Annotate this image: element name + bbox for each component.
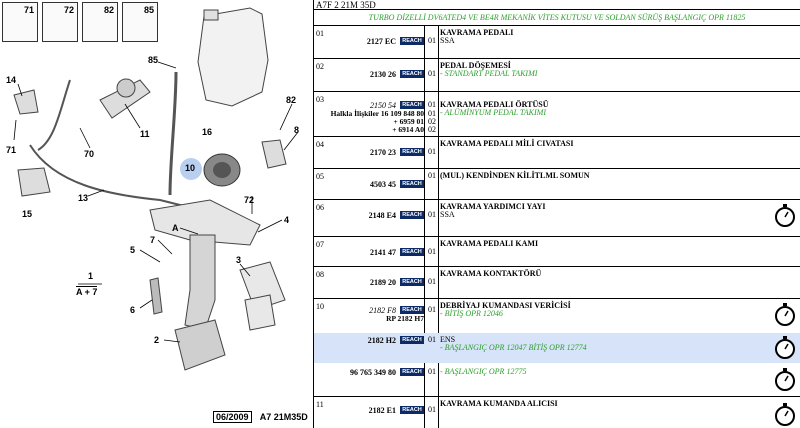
thumbnail-number: 71	[23, 5, 34, 15]
part-reference[interactable]: 2182 H2	[367, 336, 396, 345]
reach-button[interactable]: REACH	[400, 70, 424, 78]
reach-button[interactable]: REACH	[400, 211, 424, 219]
parts-diagram	[0, 0, 312, 428]
table-row[interactable]	[314, 59, 800, 92]
reach-button[interactable]: REACH	[400, 37, 424, 45]
quantity: 01	[428, 247, 436, 256]
part-reference[interactable]: 4503 45	[370, 180, 396, 189]
part-description	[440, 29, 513, 45]
row-index: 10	[316, 302, 324, 311]
part-description	[440, 400, 558, 408]
thumbnail-number: 82	[103, 5, 114, 15]
table-row[interactable]	[314, 26, 800, 59]
thumbnail-85[interactable]	[122, 2, 158, 42]
part-description	[440, 368, 526, 376]
part-applicability: - ALÜMİNYUM PEDAL TAKIMI	[440, 108, 546, 117]
part-title: PEDAL DÖŞEMESİ	[440, 61, 511, 70]
quantity: 01	[428, 210, 436, 219]
table-row[interactable]	[314, 267, 800, 299]
stopwatch-icon[interactable]	[774, 303, 796, 327]
part-reference[interactable]: 2141 47	[370, 248, 396, 257]
part-description	[440, 270, 541, 278]
callout-82[interactable]: 82	[286, 95, 297, 105]
row-index: 08	[316, 270, 324, 279]
part-title: KAVRAMA YARDIMCI YAYI	[440, 202, 546, 211]
callout-71[interactable]: 71	[6, 145, 17, 155]
callout-6[interactable]: 6	[130, 305, 136, 315]
quantity: 01	[428, 335, 436, 344]
reach-button[interactable]: REACH	[400, 406, 424, 414]
quantity: 01	[428, 277, 436, 286]
table-row[interactable]	[314, 137, 800, 169]
thumbnail-number: 85	[143, 5, 154, 15]
callout-4[interactable]: 4	[284, 215, 290, 225]
stopwatch-icon[interactable]	[774, 403, 796, 427]
callout-70[interactable]: 70	[84, 149, 95, 159]
parts-list-header: A7F 2 21M 35D	[314, 0, 800, 10]
part-reference[interactable]: 96 765 349 80	[350, 368, 396, 377]
part-note: SSA	[440, 210, 455, 219]
stopwatch-icon[interactable]	[774, 336, 796, 360]
part-title: KAVRAMA KUMANDA ALICISI	[440, 399, 558, 408]
row-index: 03	[316, 95, 324, 104]
row-index: 02	[316, 62, 324, 71]
part-reference[interactable]: 2170 23	[370, 148, 396, 157]
diagram-footer	[213, 412, 308, 422]
related-parts-note: RP 2182 H7	[386, 314, 424, 323]
part-applicability: - BİTİŞ OPR 12046	[440, 309, 503, 318]
part-reference[interactable]: 2130 26	[370, 70, 396, 79]
part-title: KAVRAMA KONTAKTÖRÜ	[440, 269, 542, 278]
quantity: 01	[428, 305, 436, 314]
callout-1[interactable]: 1	[88, 271, 94, 281]
part-title: KAVRAMA PEDALI KAMI	[440, 239, 539, 248]
parts-list-subtitle: TURBO DİZELLİ DV6ATED4 VE BE4R MEKANİK VİTES KUTUSU VE SOLDAN SÜRÜŞ BAŞLANGIÇ OPR 11825	[314, 10, 800, 26]
table-row[interactable]	[314, 169, 800, 200]
part-title: KAVRAMA PEDALI ÖRTÜSÜ	[440, 100, 549, 109]
part-description	[440, 140, 573, 148]
callout-a[interactable]: A	[172, 223, 179, 233]
table-row[interactable]	[314, 92, 800, 137]
quantity: 01	[428, 36, 436, 45]
quantity: 01	[428, 147, 436, 156]
table-row-selected[interactable]	[314, 333, 800, 363]
part-applicability: - STANDART PEDAL TAKIMI	[440, 69, 538, 78]
part-reference[interactable]: 2189 20	[370, 278, 396, 287]
thumbnail-number: 72	[63, 5, 74, 15]
part-title: KAVRAMA PEDALI	[440, 28, 514, 37]
related-parts-note: + 6914 A0	[392, 125, 424, 134]
row-index: 05	[316, 172, 324, 181]
part-applicability: - BAŞLANGIÇ OPR 12775	[440, 367, 527, 376]
reach-button[interactable]: REACH	[400, 336, 424, 344]
table-row[interactable]	[314, 200, 800, 237]
callout-2[interactable]: 2	[154, 335, 160, 345]
part-title: ENS	[440, 335, 456, 344]
part-description	[440, 336, 587, 352]
related-parts-note: Halkla İlişkiler 16 109 848 80	[330, 109, 424, 118]
part-reference[interactable]: 2182 F8	[369, 306, 396, 315]
table-row[interactable]	[314, 299, 800, 333]
callout-5[interactable]: 5	[130, 245, 136, 255]
callout-13[interactable]: 13	[78, 193, 89, 203]
diagram-date: 06/2009	[213, 411, 252, 423]
reach-button[interactable]: REACH	[400, 148, 424, 156]
diagram-code: A7 21M35D	[259, 412, 308, 422]
reach-button[interactable]: REACH	[400, 248, 424, 256]
part-reference[interactable]: 2148 E4	[368, 211, 396, 220]
quantity: 02	[428, 117, 436, 126]
row-index: 06	[316, 203, 324, 212]
thumbnail-71[interactable]	[2, 2, 38, 42]
part-reference[interactable]: 2127 EC	[366, 37, 396, 46]
part-description	[440, 172, 590, 180]
callout-15[interactable]: 15	[22, 209, 33, 219]
part-applicability: - BAŞLANGIÇ OPR 12047 BİTİŞ OPR 12774	[440, 343, 587, 352]
reach-button[interactable]: REACH	[400, 306, 424, 314]
part-description	[440, 302, 571, 318]
table-row[interactable]	[314, 237, 800, 267]
row-index: 04	[316, 140, 324, 149]
related-parts-note: + 6959 01	[393, 117, 424, 126]
callout-14[interactable]: 14	[6, 75, 17, 85]
callout-10[interactable]: 10	[185, 163, 196, 173]
quantity: 01	[428, 100, 436, 109]
part-description	[440, 203, 546, 219]
parts-list	[313, 0, 800, 428]
callout-8[interactable]: 8	[294, 125, 300, 135]
row-index: 01	[316, 29, 324, 38]
callout-7[interactable]: 7	[150, 235, 156, 245]
callout-85[interactable]: 85	[148, 55, 159, 65]
thumbnail-82[interactable]	[82, 2, 118, 42]
callout-72[interactable]: 72	[244, 195, 255, 205]
quantity: 01	[428, 405, 436, 414]
callout-11[interactable]: 11	[140, 129, 150, 139]
row-index: 11	[316, 400, 324, 409]
part-description	[440, 101, 548, 117]
table-row[interactable]	[314, 397, 800, 428]
row-index: 07	[316, 240, 324, 249]
part-reference[interactable]: 2182 E1	[368, 406, 396, 415]
part-note: SSA	[440, 36, 455, 45]
quantity: 01	[428, 367, 436, 376]
stopwatch-icon[interactable]	[774, 368, 796, 392]
part-title: DEBRİYAJ KUMANDASI VERİCİSİ	[440, 301, 571, 310]
part-title: (MUL) KENDİNDEN KİLİTLML SOMUN	[440, 171, 590, 180]
part-description	[440, 62, 537, 78]
thumbnail-72[interactable]	[42, 2, 78, 42]
reach-button[interactable]: REACH	[400, 368, 424, 376]
reach-button[interactable]: REACH	[400, 180, 424, 188]
part-title: KAVRAMA PEDALI MİLİ CIVATASI	[440, 139, 574, 148]
part-description	[440, 240, 538, 248]
reach-button[interactable]: REACH	[400, 101, 424, 109]
quantity: 01	[428, 69, 436, 78]
callout-a-plus-7[interactable]: A + 7	[76, 287, 98, 297]
table-row[interactable]	[314, 363, 800, 397]
callout-3[interactable]: 3	[236, 255, 242, 265]
quantity: 02	[428, 125, 436, 134]
callout-16[interactable]: 16	[202, 127, 213, 137]
quantity: 01	[428, 171, 436, 180]
quantity: 01	[428, 109, 436, 118]
part-reference[interactable]: 2150 54	[370, 101, 396, 110]
stopwatch-icon[interactable]	[774, 204, 796, 228]
reach-button[interactable]: REACH	[400, 278, 424, 286]
